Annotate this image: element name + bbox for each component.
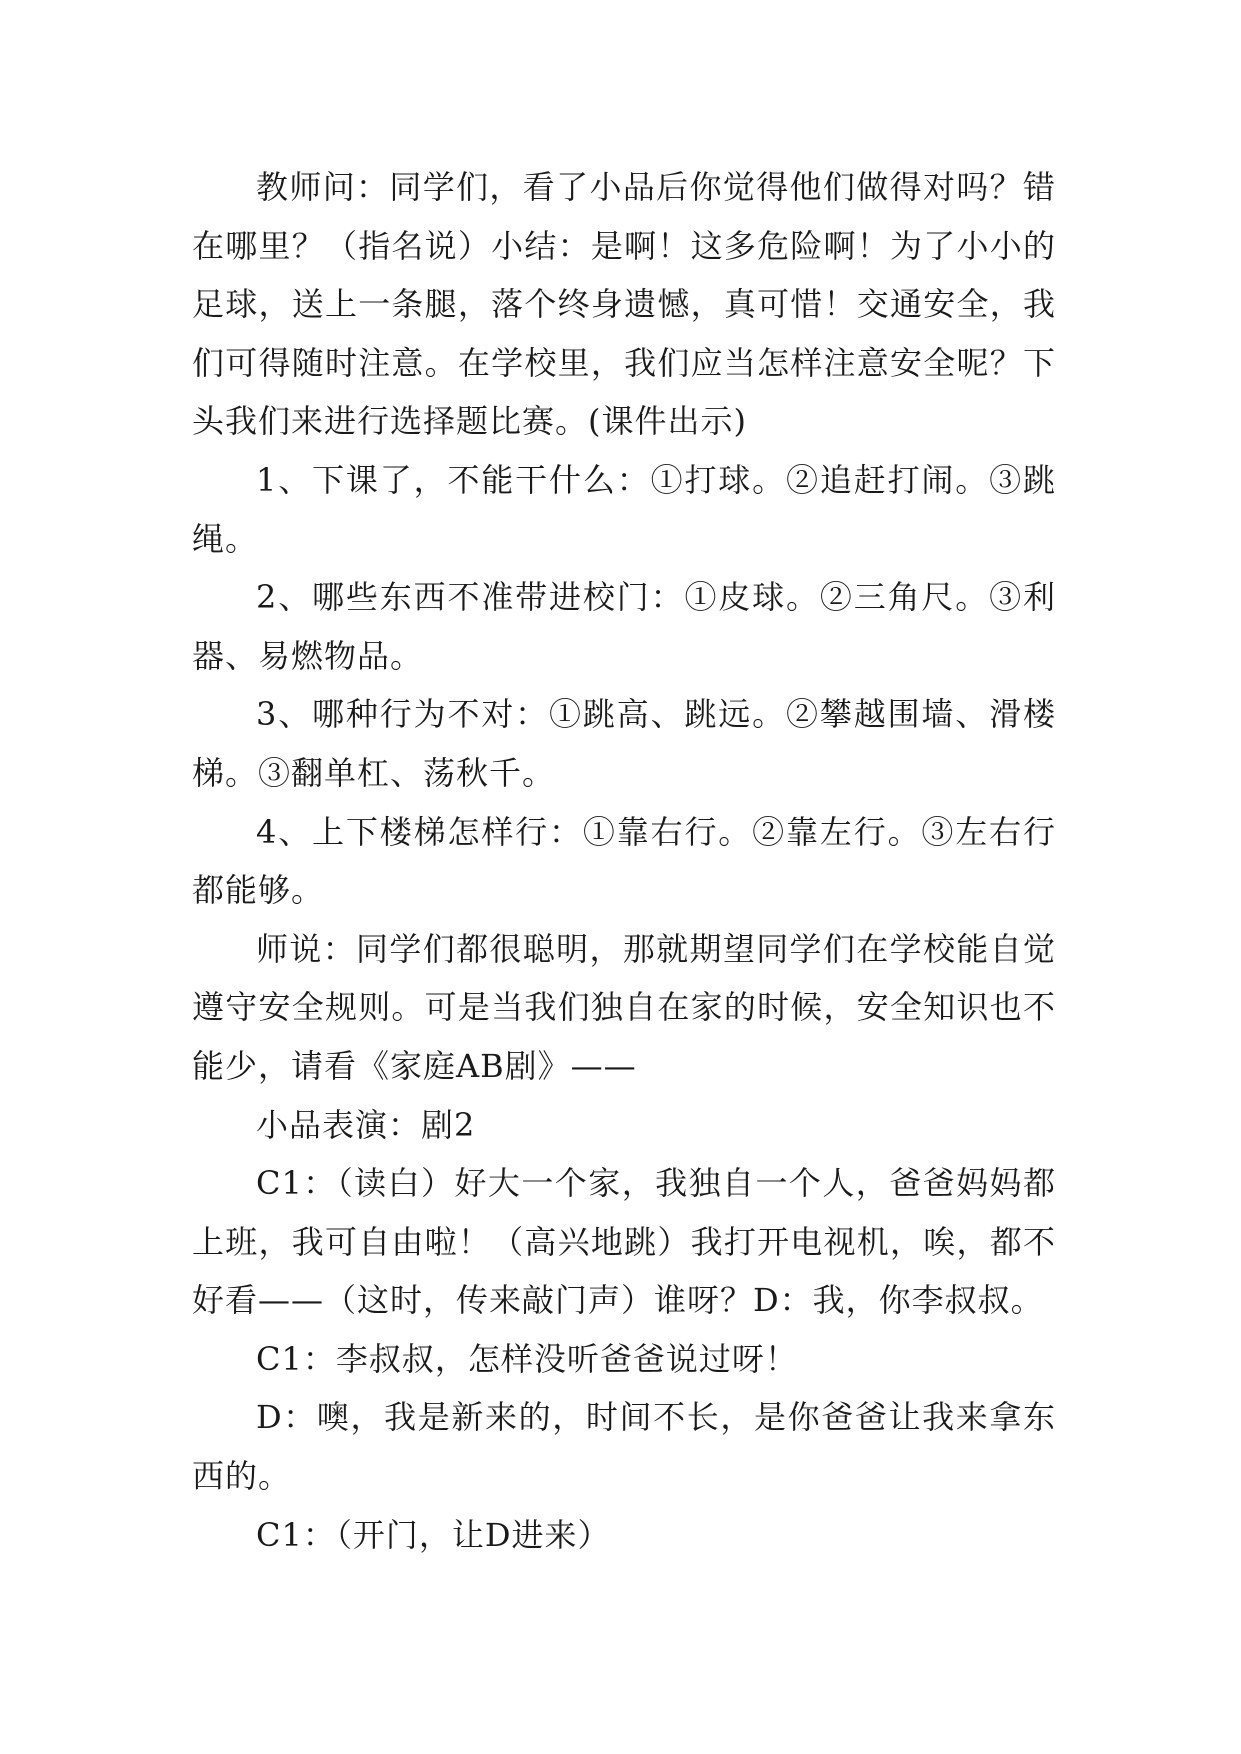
document-body: [192, 158, 1056, 1564]
paragraph-teacher-question: 教师问：同学们，看了小品后你觉得他们做得对吗？错在哪里？（指名说）小结：是啊！这多危险啊！为了小小的足球，送上一条腿，落个终身遗憾，真可惜！交通安全，我们可得随时注意。在学校里，我们应当怎样注意安全呢？下头我们来进行选择题比赛。(课件出示): [192, 168, 1056, 441]
paragraph-question-3: 3、哪种行为不对：①跳高、跳远。②攀越围墙、滑楼梯。③翻单杠、荡秋千。: [192, 695, 1056, 792]
paragraph-dialogue-c1-opens: C1：（开门，让D进来）: [256, 1515, 611, 1554]
paragraph-teacher-says: 师说：同学们都很聪明，那就期望同学们在学校能自觉遵守安全规则。可是当我们独自在家的时候，安全知识也不能少，请看《家庭AB剧》——: [192, 929, 1056, 1085]
paragraph-skit-title: 小品表演：剧2: [256, 1105, 476, 1144]
paragraph-dialogue-c1: C1：（读白）好大一个家，我独自一个人，爸爸妈妈都上班，我可自由啦！（高兴地跳）我打开电视机，唉，都不好看——（这时，传来敲门声）谁呀？D：我，你李叔叔。: [192, 1164, 1056, 1320]
paragraph-question-2: 2、哪些东西不准带进校门：①皮球。②三角尺。③利器、易燃物品。: [192, 578, 1056, 675]
paragraph-dialogue-c1-question: C1：李叔叔，怎样没听爸爸说过呀！: [256, 1339, 798, 1378]
paragraph-question-4: 4、上下楼梯怎样行：①靠右行。②靠左行。③左右行都能够。: [192, 812, 1056, 910]
paragraph-question-1: 1、下课了，不能干什么：①打球。②追赶打闹。③跳绳。: [192, 460, 1056, 558]
paragraph-dialogue-d: D：噢，我是新来的，时间不长，是你爸爸让我来拿东西的。: [192, 1398, 1056, 1496]
